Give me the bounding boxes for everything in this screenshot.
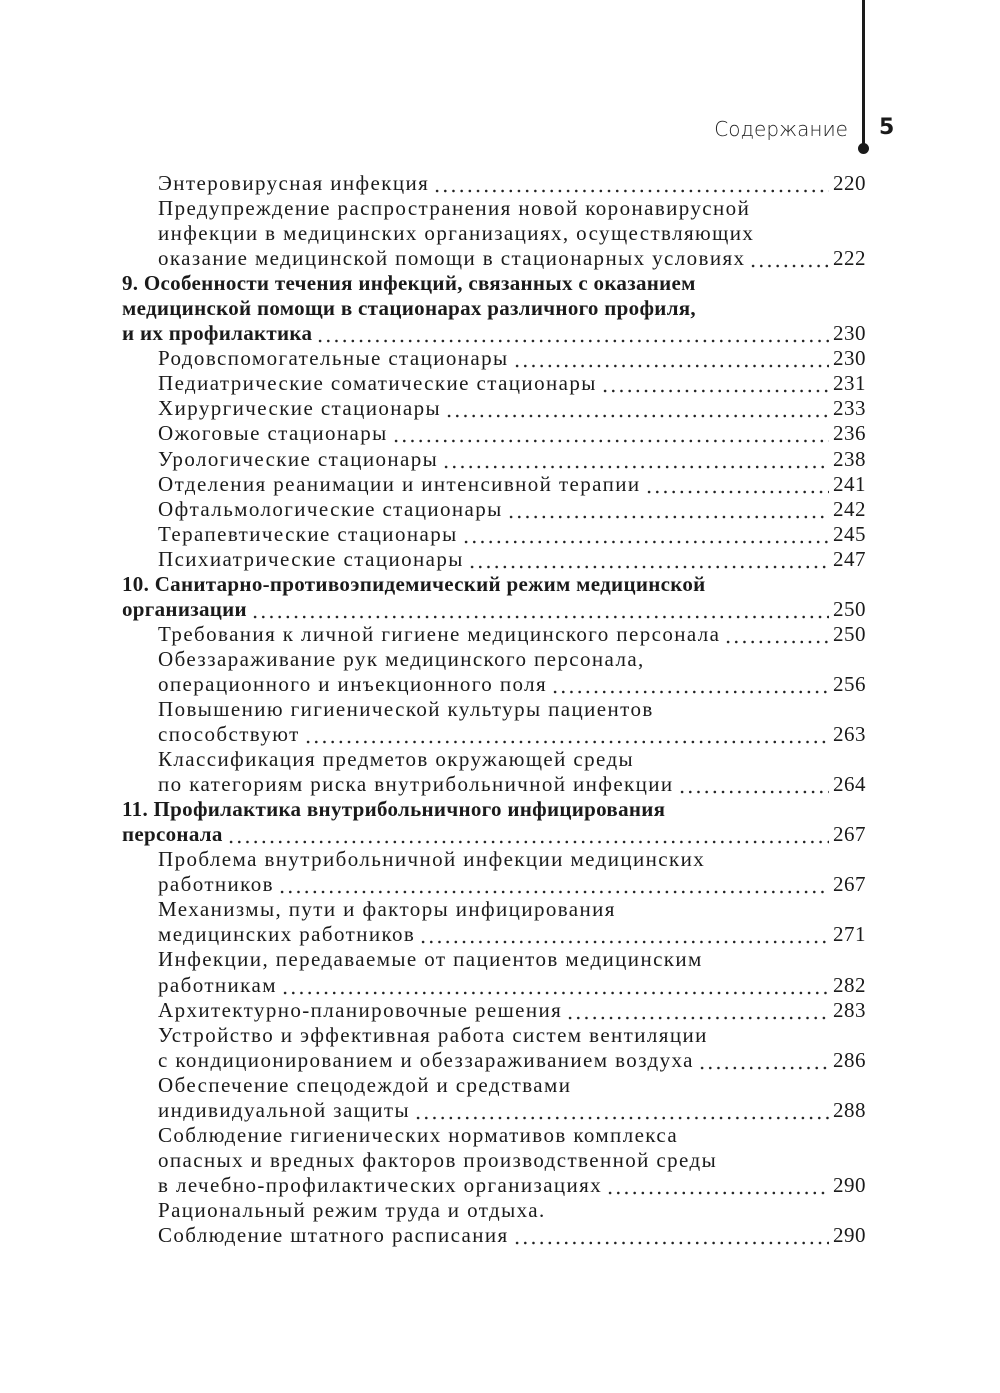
toc-line bbox=[122, 1173, 866, 1198]
toc-entry-text: оказание медицинской помощи в стационарных условиях bbox=[158, 246, 746, 271]
toc-entry-text: опасных и вредных факторов производственной среды bbox=[158, 1147, 718, 1172]
toc-section[interactable] bbox=[122, 396, 866, 421]
toc-entry-text: Родовспомогательные стационары bbox=[158, 346, 509, 371]
toc-line bbox=[122, 1023, 866, 1048]
toc-page-number: 245 bbox=[833, 521, 866, 546]
toc-line bbox=[122, 171, 866, 196]
toc-entry-text: работников bbox=[158, 872, 274, 897]
toc-page-number: 288 bbox=[833, 1097, 866, 1122]
toc-section[interactable] bbox=[122, 346, 866, 371]
toc-entry-text: Офтальмологические стационары bbox=[158, 496, 503, 521]
toc-section[interactable] bbox=[122, 847, 866, 897]
toc-entry-text: Повышению гигиенической культуры пациентов bbox=[158, 696, 654, 721]
toc-entry-text: Педиатрические соматические стационары bbox=[158, 371, 597, 396]
toc-entry-text: Обеззараживание рук медицинского персонала, bbox=[158, 646, 645, 671]
dot-leader bbox=[278, 872, 829, 897]
toc-line bbox=[122, 271, 866, 296]
toc-line bbox=[122, 647, 866, 672]
toc-line bbox=[122, 772, 866, 797]
toc-entry-text: медицинской помощи в стационарах различного профиля, bbox=[122, 296, 696, 321]
toc-entry-text: 9. Особенности течения инфекций, связанных с оказанием bbox=[122, 271, 696, 296]
toc-line bbox=[122, 371, 866, 396]
page-number: 5 bbox=[879, 115, 895, 140]
toc-line bbox=[122, 1198, 866, 1223]
toc-page-number: 230 bbox=[833, 346, 866, 371]
toc-section[interactable] bbox=[122, 1073, 866, 1123]
toc-entry-text: Механизмы, пути и факторы инфицирования bbox=[158, 897, 616, 922]
toc-section[interactable] bbox=[122, 697, 866, 747]
toc-line bbox=[122, 822, 866, 847]
toc-entry-text: Проблема внутрибольничной инфекции медицинских bbox=[158, 847, 706, 872]
dot-leader bbox=[227, 822, 829, 847]
dot-leader bbox=[698, 1048, 829, 1073]
toc-entry-text: Хирургические стационары bbox=[158, 396, 442, 421]
toc-line bbox=[122, 1123, 866, 1148]
toc-line bbox=[122, 246, 866, 271]
toc-line bbox=[122, 1048, 866, 1073]
toc-line bbox=[122, 697, 866, 722]
toc-line bbox=[122, 722, 866, 747]
toc-chapter[interactable] bbox=[122, 797, 866, 847]
toc-page-number: 290 bbox=[833, 1222, 866, 1247]
toc-section[interactable] bbox=[122, 1198, 866, 1248]
toc-page-number: 250 bbox=[833, 621, 866, 646]
dot-leader bbox=[462, 522, 829, 547]
dot-leader bbox=[419, 922, 829, 947]
toc-entry-text: Соблюдение гигиенических нормативов комплекса bbox=[158, 1122, 679, 1147]
toc-section[interactable] bbox=[122, 947, 866, 997]
toc-entry-text: операционного и инъекционного поля bbox=[158, 671, 548, 696]
toc-line bbox=[122, 522, 866, 547]
toc-entry-text: персонала bbox=[122, 822, 223, 847]
dot-leader bbox=[445, 396, 829, 421]
toc-line bbox=[122, 447, 866, 472]
dot-leader bbox=[316, 321, 829, 346]
toc-page-number: 222 bbox=[833, 246, 866, 271]
toc-entry-text: 11. Профилактика внутрибольничного инфицирования bbox=[122, 797, 666, 822]
dot-leader bbox=[433, 171, 829, 196]
toc-line bbox=[122, 747, 866, 772]
toc-entry-text: Предупреждение распространения новой коронавирусной bbox=[158, 196, 751, 221]
toc-page-number: 230 bbox=[833, 321, 866, 346]
toc-entry-text: индивидуальной защиты bbox=[158, 1097, 410, 1122]
toc-page-number: 220 bbox=[833, 171, 866, 195]
dot-leader bbox=[678, 772, 829, 797]
table-of-contents bbox=[122, 171, 866, 1248]
toc-section[interactable] bbox=[122, 497, 866, 522]
dot-leader bbox=[513, 346, 829, 371]
toc-line bbox=[122, 321, 866, 346]
toc-entry-text: работникам bbox=[158, 972, 277, 997]
toc-entry-text: способствуют bbox=[158, 722, 300, 747]
dot-leader bbox=[513, 1223, 829, 1248]
toc-entry-text: Терапевтические стационары bbox=[158, 521, 458, 546]
running-title: Содержание bbox=[714, 117, 848, 141]
toc-line bbox=[122, 672, 866, 697]
toc-line bbox=[122, 472, 866, 497]
toc-page-number: 286 bbox=[833, 1047, 866, 1072]
dot-leader bbox=[414, 1098, 829, 1123]
toc-entry-text: Инфекции, передаваемые от пациентов медицинским bbox=[158, 947, 703, 972]
toc-entry-text: Требования к личной гигиене медицинского персонала bbox=[158, 621, 721, 646]
toc-entry-text: Обеспечение спецодеждой и средствами bbox=[158, 1072, 572, 1097]
toc-section[interactable] bbox=[122, 998, 866, 1023]
toc-page-number: 233 bbox=[833, 396, 866, 421]
toc-section[interactable] bbox=[122, 897, 866, 947]
toc-page-number: 231 bbox=[833, 371, 866, 396]
header-rule bbox=[862, 0, 865, 148]
toc-page-number: 267 bbox=[833, 822, 866, 847]
dot-leader bbox=[251, 597, 829, 622]
toc-section[interactable] bbox=[122, 647, 866, 697]
toc-entry-text: 10. Санитарно-противоэпидемический режим медицинской bbox=[122, 571, 706, 596]
toc-section[interactable] bbox=[122, 171, 866, 196]
toc-section[interactable] bbox=[122, 1023, 866, 1073]
dot-leader bbox=[645, 472, 829, 497]
toc-section[interactable] bbox=[122, 547, 866, 572]
toc-line bbox=[122, 547, 866, 572]
toc-entry-text: Ожоговые стационары bbox=[158, 421, 388, 446]
dot-leader bbox=[601, 371, 829, 396]
toc-page-number: 250 bbox=[833, 596, 866, 621]
toc-page-number: 271 bbox=[833, 922, 866, 947]
toc-line bbox=[122, 296, 866, 321]
toc-section[interactable] bbox=[122, 447, 866, 472]
dot-leader bbox=[304, 722, 829, 747]
dot-leader bbox=[606, 1173, 829, 1198]
toc-page-number: 290 bbox=[833, 1172, 866, 1197]
toc-line bbox=[122, 872, 866, 897]
toc-line bbox=[122, 897, 866, 922]
toc-page-number: 283 bbox=[833, 997, 866, 1022]
toc-section[interactable] bbox=[122, 622, 866, 647]
header-rule-dot bbox=[858, 143, 869, 154]
toc-line bbox=[122, 947, 866, 972]
toc-chapter[interactable] bbox=[122, 572, 866, 622]
toc-line bbox=[122, 221, 866, 246]
toc-section[interactable] bbox=[122, 196, 866, 271]
toc-line bbox=[122, 196, 866, 221]
toc-entry-text: Архитектурно-планировочные решения bbox=[158, 997, 563, 1022]
dot-leader bbox=[724, 622, 829, 647]
toc-line bbox=[122, 572, 866, 597]
toc-line bbox=[122, 396, 866, 421]
toc-entry-text: Урологические стационары bbox=[158, 446, 439, 471]
toc-line bbox=[122, 1148, 866, 1173]
toc-section[interactable] bbox=[122, 747, 866, 797]
toc-line bbox=[122, 1073, 866, 1098]
toc-section[interactable] bbox=[122, 371, 866, 396]
toc-entry-text: инфекции в медицинских организациях, осуществляющих bbox=[158, 221, 755, 246]
toc-entry-text: Рациональный режим труда и отдыха. bbox=[158, 1197, 546, 1222]
toc-line bbox=[122, 847, 866, 872]
dot-leader bbox=[442, 447, 829, 472]
toc-entry-text: Отделения реанимации и интенсивной терапии bbox=[158, 471, 641, 496]
toc-entry-text: Энтеровирусная инфекция bbox=[158, 171, 430, 195]
toc-entry-text: Соблюдение штатного расписания bbox=[158, 1222, 509, 1247]
dot-leader bbox=[392, 421, 829, 446]
dot-leader bbox=[551, 672, 829, 697]
toc-page-number: 256 bbox=[833, 671, 866, 696]
dot-leader bbox=[749, 246, 829, 271]
toc-page-number: 267 bbox=[833, 872, 866, 897]
toc-entry-text: Психиатрические стационары bbox=[158, 546, 464, 571]
toc-entry-text: по категориям риска внутрибольничной инфекции bbox=[158, 772, 674, 797]
toc-entry-text: организации bbox=[122, 596, 247, 621]
dot-leader bbox=[468, 547, 829, 572]
toc-line bbox=[122, 1098, 866, 1123]
toc-line bbox=[122, 973, 866, 998]
toc-entry-text: и их профилактика bbox=[122, 321, 313, 346]
toc-page-number: 282 bbox=[833, 972, 866, 997]
toc-entry-text: Устройство и эффективная работа систем вентиляции bbox=[158, 1022, 708, 1047]
toc-entry-text: Классификация предметов окружающей среды bbox=[158, 747, 635, 772]
toc-line bbox=[122, 1223, 866, 1248]
toc-page-number: 238 bbox=[833, 446, 866, 471]
toc-section[interactable] bbox=[122, 472, 866, 497]
toc-page-number: 242 bbox=[833, 496, 866, 521]
toc-page-number: 247 bbox=[833, 546, 866, 571]
toc-line bbox=[122, 922, 866, 947]
dot-leader bbox=[281, 973, 829, 998]
toc-line bbox=[122, 421, 866, 446]
dot-leader bbox=[507, 497, 829, 522]
toc-chapter[interactable] bbox=[122, 271, 866, 346]
toc-entry-text: в лечебно-профилактических организациях bbox=[158, 1172, 603, 1197]
toc-section[interactable] bbox=[122, 421, 866, 446]
toc-line bbox=[122, 797, 866, 822]
toc-line bbox=[122, 346, 866, 371]
toc-page-number: 264 bbox=[833, 772, 866, 797]
toc-section[interactable] bbox=[122, 522, 866, 547]
toc-section[interactable] bbox=[122, 1123, 866, 1198]
toc-entry-text: медицинских работников bbox=[158, 922, 416, 947]
toc-line bbox=[122, 622, 866, 647]
toc-page-number: 236 bbox=[833, 421, 866, 446]
toc-line bbox=[122, 597, 866, 622]
toc-page-number: 241 bbox=[833, 471, 866, 496]
toc-line bbox=[122, 998, 866, 1023]
toc-line bbox=[122, 497, 866, 522]
toc-page-number: 263 bbox=[833, 722, 866, 747]
dot-leader bbox=[566, 998, 829, 1023]
toc-entry-text: с кондиционированием и обеззараживанием воздуха bbox=[158, 1047, 694, 1072]
